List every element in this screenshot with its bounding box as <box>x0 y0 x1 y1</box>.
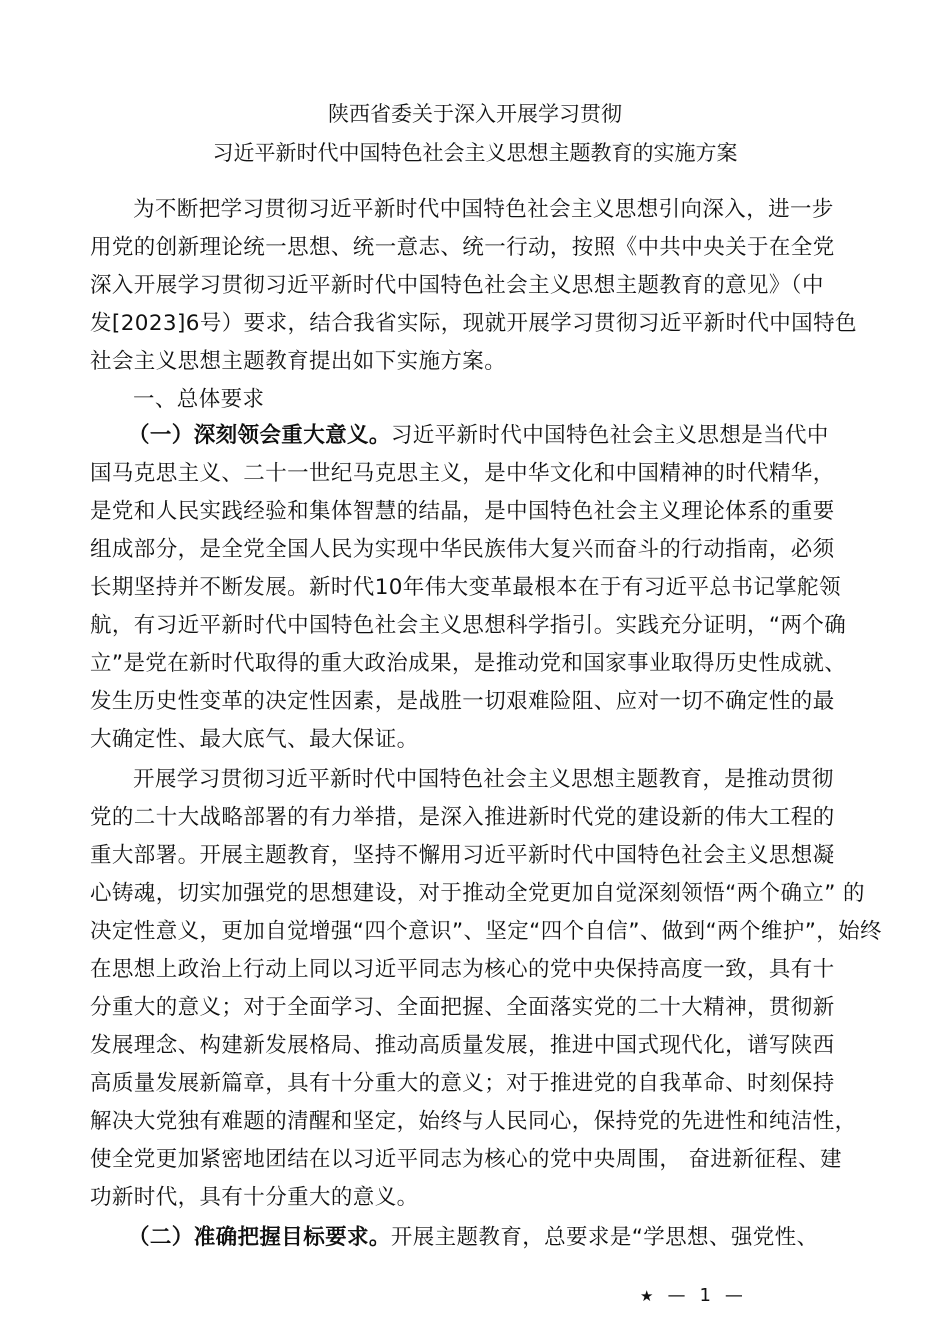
doc-title-line-2: 习近平新时代中国特色社会主义思想主题教育的实施方案 <box>212 141 738 165</box>
paragraph-2-line: 解决大党独有难题的清醒和坚定，始终与人民同心，保持党的先进性和纯洁性， <box>90 1109 857 1134</box>
paragraph-2-line: 在思想上政治上行动上同以习近平同志为核心的党中央保持高度一致，具有十 <box>90 957 835 982</box>
intro-line: 社会主义思想主题教育提出如下实施方案。 <box>90 349 507 374</box>
paragraph-2-line: 使全党更加紧密地团结在以习近平同志为核心的党中央周围， 奋进新征程、建 <box>90 1147 842 1172</box>
intro-line: 为不断把学习贯彻习近平新时代中国特色社会主义思想引向深入，进一步 <box>133 197 834 222</box>
subsection-1-line: 立”是党在新时代取得的重大政治成果，是推动党和国家事业取得历史性成就、 <box>90 651 847 676</box>
subsection-1-line: 航，有习近平新时代中国特色社会主义思想科学指引。实践充分证明，“两个确 <box>90 613 847 638</box>
paragraph-2-line: 重大部署。开展主题教育，坚持不懈用习近平新时代中国特色社会主义思想凝 <box>90 843 835 868</box>
subsection-2-heading: （二）准确把握目标要求。 <box>128 1225 391 1250</box>
page-number: 1 <box>699 1285 711 1306</box>
subsection-1-line: 大确定性、最大底气、最大保证。 <box>90 727 419 752</box>
paragraph-2-line: 心铸魂，切实加强党的思想建设，对于推动全党更加自觉深刻领悟“两个确立” 的 <box>90 881 865 906</box>
subsection-1-line: 国马克思主义、二十一世纪马克思主义，是中华文化和中国精神的时代精华， <box>90 461 835 486</box>
subsection-1-first-line <box>128 421 865 451</box>
subsection-2-first-line <box>128 1223 865 1253</box>
paragraph-2-line: 分重大的意义；对于全面学习、全面把握、全面落实党的二十大精神，贯彻新 <box>90 995 835 1020</box>
page-footer <box>640 1284 743 1308</box>
paragraph-2-line: 功新时代，具有十分重大的意义。 <box>90 1185 419 1210</box>
paragraph-2-line: 党的二十大战略部署的有力举措，是深入推进新时代党的建设新的伟大工程的 <box>90 805 835 830</box>
subsection-1-heading: （一）深刻领会重大意义。 <box>128 423 391 448</box>
subsection-1-line: 组成部分，是全党全国人民为实现中华民族伟大复兴而奋斗的行动指南，必须 <box>90 537 835 562</box>
paragraph-2-line: 发展理念、构建新发展格局、推动高质量发展，推进中国式现代化，谱写陕西 <box>90 1033 835 1058</box>
intro-line: 发[2023]6号）要求，结合我省实际，现就开展学习贯彻习近平新时代中国特色 <box>90 311 857 336</box>
footer-dash-right: — <box>724 1285 743 1306</box>
doc-title-line-1: 陕西省委关于深入开展学习贯彻 <box>328 102 622 126</box>
star-icon: ★ <box>640 1287 654 1305</box>
subsection-1-text: 习近平新时代中国特色社会主义思想是当代中 <box>390 423 829 448</box>
paragraph-2-line: 开展学习贯彻习近平新时代中国特色社会主义思想主题教育，是推动贯彻 <box>133 767 834 792</box>
subsection-1-line: 长期坚持并不断发展。新时代10年伟大变革最根本在于有习近平总书记掌舵领 <box>90 575 841 600</box>
intro-line: 用党的创新理论统一思想、统一意志、统一行动，按照《中共中央关于在全党 <box>90 235 835 260</box>
intro-line: 深入开展学习贯彻习近平新时代中国特色社会主义思想主题教育的意见》（中 <box>90 273 824 298</box>
paragraph-2-line: 决定性意义，更加自觉增强“四个意识”、坚定“四个自信”、做到“两个维护”，始终 <box>90 919 882 944</box>
subsection-2-text: 开展主题教育，总要求是“学思想、强党性、 <box>390 1225 819 1250</box>
section-heading-general-requirements: 一、总体要求 <box>133 387 265 412</box>
footer-dash-left: — <box>667 1285 686 1306</box>
subsection-1-line: 发生历史性变革的决定性因素，是战胜一切艰难险阻、应对一切不确定性的最 <box>90 689 835 714</box>
subsection-1-line: 是党和人民实践经验和集体智慧的结晶，是中国特色社会主义理论体系的重要 <box>90 499 835 524</box>
paragraph-2-line: 高质量发展新篇章，具有十分重大的意义；对于推进党的自我革命、时刻保持 <box>90 1071 835 1096</box>
